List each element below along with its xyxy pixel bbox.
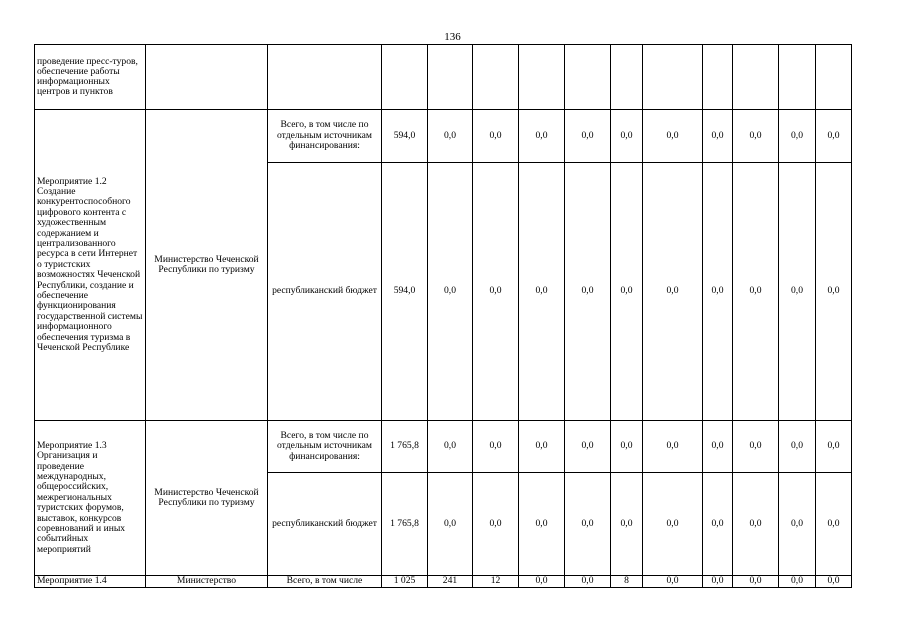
value-cell: 0,0 bbox=[565, 110, 611, 163]
source-cell: республиканский бюджет bbox=[268, 163, 382, 421]
value-cell: 0,0 bbox=[733, 473, 779, 576]
value-cell: 241 bbox=[428, 576, 473, 588]
value-cell: 0,0 bbox=[519, 473, 565, 576]
executor-cell: Министерство bbox=[146, 576, 268, 588]
value-cell: 0,0 bbox=[733, 110, 779, 163]
value-cell: 0,0 bbox=[733, 163, 779, 421]
value-cell: 0,0 bbox=[473, 473, 519, 576]
value-cell: 0,0 bbox=[643, 576, 703, 588]
measure-cell: Мероприятие 1.2 Создание конкурентоспособного цифрового контента с художественным содержанием и централизованного ресурса в сети Интернет о туристских возможностях Чеченской Республики, создание и обеспечение функционирования государственной системы информационного обеспечения туризма в Чеченской Республике bbox=[35, 110, 146, 421]
value-cell: 0,0 bbox=[611, 163, 643, 421]
value-cell: 0,0 bbox=[733, 576, 779, 588]
value-cell: 0,0 bbox=[816, 421, 852, 473]
value-cell: 0,0 bbox=[519, 163, 565, 421]
value-cell: 0,0 bbox=[703, 163, 733, 421]
executor-cell: Министерство Чеченской Республики по туризму bbox=[146, 421, 268, 576]
value-cell: 0,0 bbox=[816, 473, 852, 576]
executor-cell: Министерство Чеченской Республики по туризму bbox=[146, 110, 268, 421]
source-cell: республиканский бюджет bbox=[268, 473, 382, 576]
value-cell: 0,0 bbox=[703, 110, 733, 163]
value-cell: 0,0 bbox=[473, 163, 519, 421]
value-cell: 0,0 bbox=[816, 163, 852, 421]
value-cell: 0,0 bbox=[643, 163, 703, 421]
value-cell: 0,0 bbox=[779, 473, 816, 576]
source-cell: Всего, в том числе bbox=[268, 576, 382, 588]
value-cell: 0,0 bbox=[519, 110, 565, 163]
value-cell: 0,0 bbox=[428, 110, 473, 163]
value-cell: 0,0 bbox=[816, 110, 852, 163]
value-cell: 0,0 bbox=[519, 576, 565, 588]
value-cell: 0,0 bbox=[428, 163, 473, 421]
value-cell: 0,0 bbox=[473, 110, 519, 163]
value-cell: 0,0 bbox=[565, 421, 611, 473]
total-cell: 1 765,8 bbox=[382, 421, 428, 473]
value-cell: 0,0 bbox=[816, 576, 852, 588]
total-cell: 594,0 bbox=[382, 163, 428, 421]
value-cell: 0,0 bbox=[643, 421, 703, 473]
value-cell: 0,0 bbox=[733, 421, 779, 473]
value-cell: 0,0 bbox=[519, 421, 565, 473]
total-cell: 594,0 bbox=[382, 110, 428, 163]
value-cell: 0,0 bbox=[779, 110, 816, 163]
value-cell: 0,0 bbox=[611, 421, 643, 473]
value-cell: 0,0 bbox=[703, 576, 733, 588]
value-cell: 0,0 bbox=[611, 473, 643, 576]
value-cell: 0,0 bbox=[643, 110, 703, 163]
source-cell: Всего, в том числе по отдельным источникам финансирования: bbox=[268, 421, 382, 473]
value-cell: 0,0 bbox=[565, 163, 611, 421]
value-cell: 0,0 bbox=[703, 421, 733, 473]
value-cell: 0,0 bbox=[643, 473, 703, 576]
value-cell: 12 bbox=[473, 576, 519, 588]
value-cell: 0,0 bbox=[428, 421, 473, 473]
value-cell: 0,0 bbox=[473, 421, 519, 473]
table-row bbox=[35, 45, 852, 110]
financing-table bbox=[34, 44, 852, 588]
table-row bbox=[35, 110, 852, 163]
value-cell: 0,0 bbox=[779, 576, 816, 588]
page-number: 136 bbox=[444, 31, 461, 43]
measure-cell: Мероприятие 1.3 Организация и проведение международных, общероссийских, межрегиональных туристских форумов, выставок, конкурсов соревнований и иных событийных мероприятий bbox=[35, 421, 146, 576]
total-cell: 1 765,8 bbox=[382, 473, 428, 576]
value-cell: 0,0 bbox=[565, 473, 611, 576]
source-cell: Всего, в том числе по отдельным источникам финансирования: bbox=[268, 110, 382, 163]
table-row bbox=[35, 421, 852, 473]
value-cell: 0,0 bbox=[779, 421, 816, 473]
value-cell: 8 bbox=[611, 576, 643, 588]
value-cell: 0,0 bbox=[703, 473, 733, 576]
value-cell: 0,0 bbox=[779, 163, 816, 421]
total-cell: 1 025 bbox=[382, 576, 428, 588]
value-cell: 0,0 bbox=[565, 576, 611, 588]
value-cell: 0,0 bbox=[611, 110, 643, 163]
measure-cell: проведение пресс-туров, обеспечение работы информационных центров и пунктов bbox=[35, 45, 146, 110]
measure-cell: Мероприятие 1.4 bbox=[35, 576, 146, 588]
table-row bbox=[35, 576, 852, 588]
value-cell: 0,0 bbox=[428, 473, 473, 576]
